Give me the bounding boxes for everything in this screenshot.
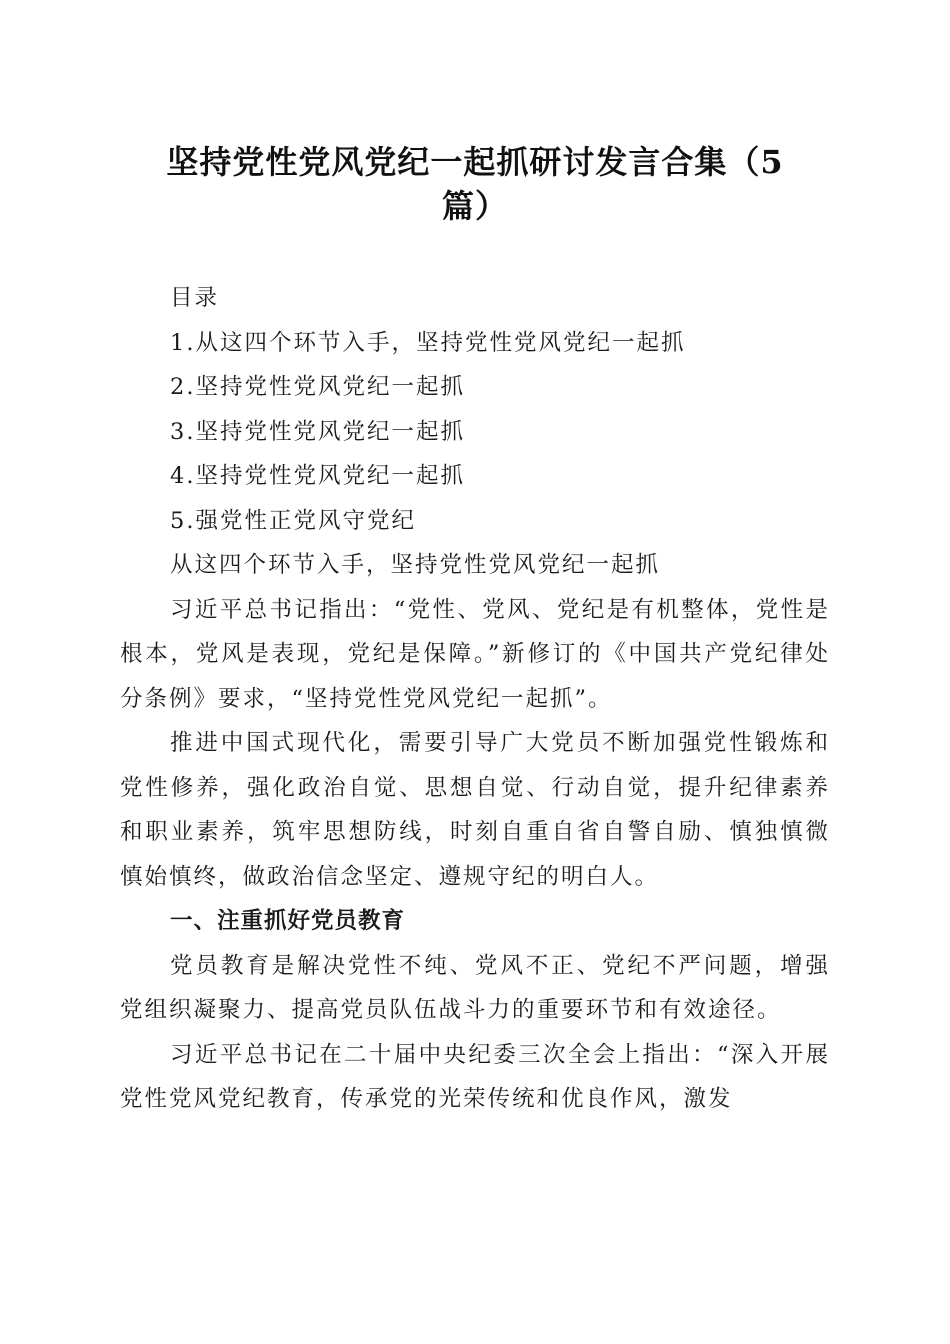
toc-item-1: 1.从这四个环节入手，坚持党性党风党纪一起抓	[170, 329, 686, 356]
section-1-paragraph-1: 党员教育是解决党性不纯、党风不正、党纪不严问题，增强党组织凝聚力、提高党员队伍战斗力的重要环节和有效途径。	[120, 952, 830, 1023]
article-title: 从这四个环节入手，坚持党性党风党纪一起抓	[170, 552, 661, 578]
toc-item-2: 2.坚持党性党风党纪一起抓	[170, 374, 465, 400]
toc-label: 目录	[170, 285, 220, 311]
document-body	[120, 276, 830, 1122]
toc-item-5: 5.强党性正党风守党纪	[170, 507, 416, 534]
paragraph-2: 推进中国式现代化，需要引导广大党员不断加强党性锻炼和党性修养，强化政治自觉、思想自觉、行动自觉，提升纪律素养和职业素养，筑牢思想防线，时刻自重自省自警自励、慎独慎微慎始慎终，做政治信念坚定、遵规守纪的明白人。	[120, 730, 830, 890]
title-line-1: 坚持党性党风党纪一起抓研讨发言合集（5	[166, 143, 784, 181]
toc-item-4: 4.坚持党性党风党纪一起抓	[170, 463, 465, 489]
paragraph-1: 习近平总书记指出：“党性、党风、党纪是有机整体，党性是根本，党风是表现，党纪是保障。”新修订的《中国共产党纪律处分条例》要求，“坚持党性党风党纪一起抓”。	[120, 596, 830, 712]
section-heading-1: 一、注重抓好党员教育	[170, 908, 406, 934]
section-1-paragraph-2: 习近平总书记在二十届中央纪委三次全会上指出：“深入开展党性党风党纪教育，传承党的光荣传统和优良作风，激发	[120, 1041, 830, 1112]
title-line-2: 篇）	[441, 187, 508, 225]
document-title	[110, 140, 840, 228]
toc-item-3: 3.坚持党性党风党纪一起抓	[170, 418, 465, 445]
